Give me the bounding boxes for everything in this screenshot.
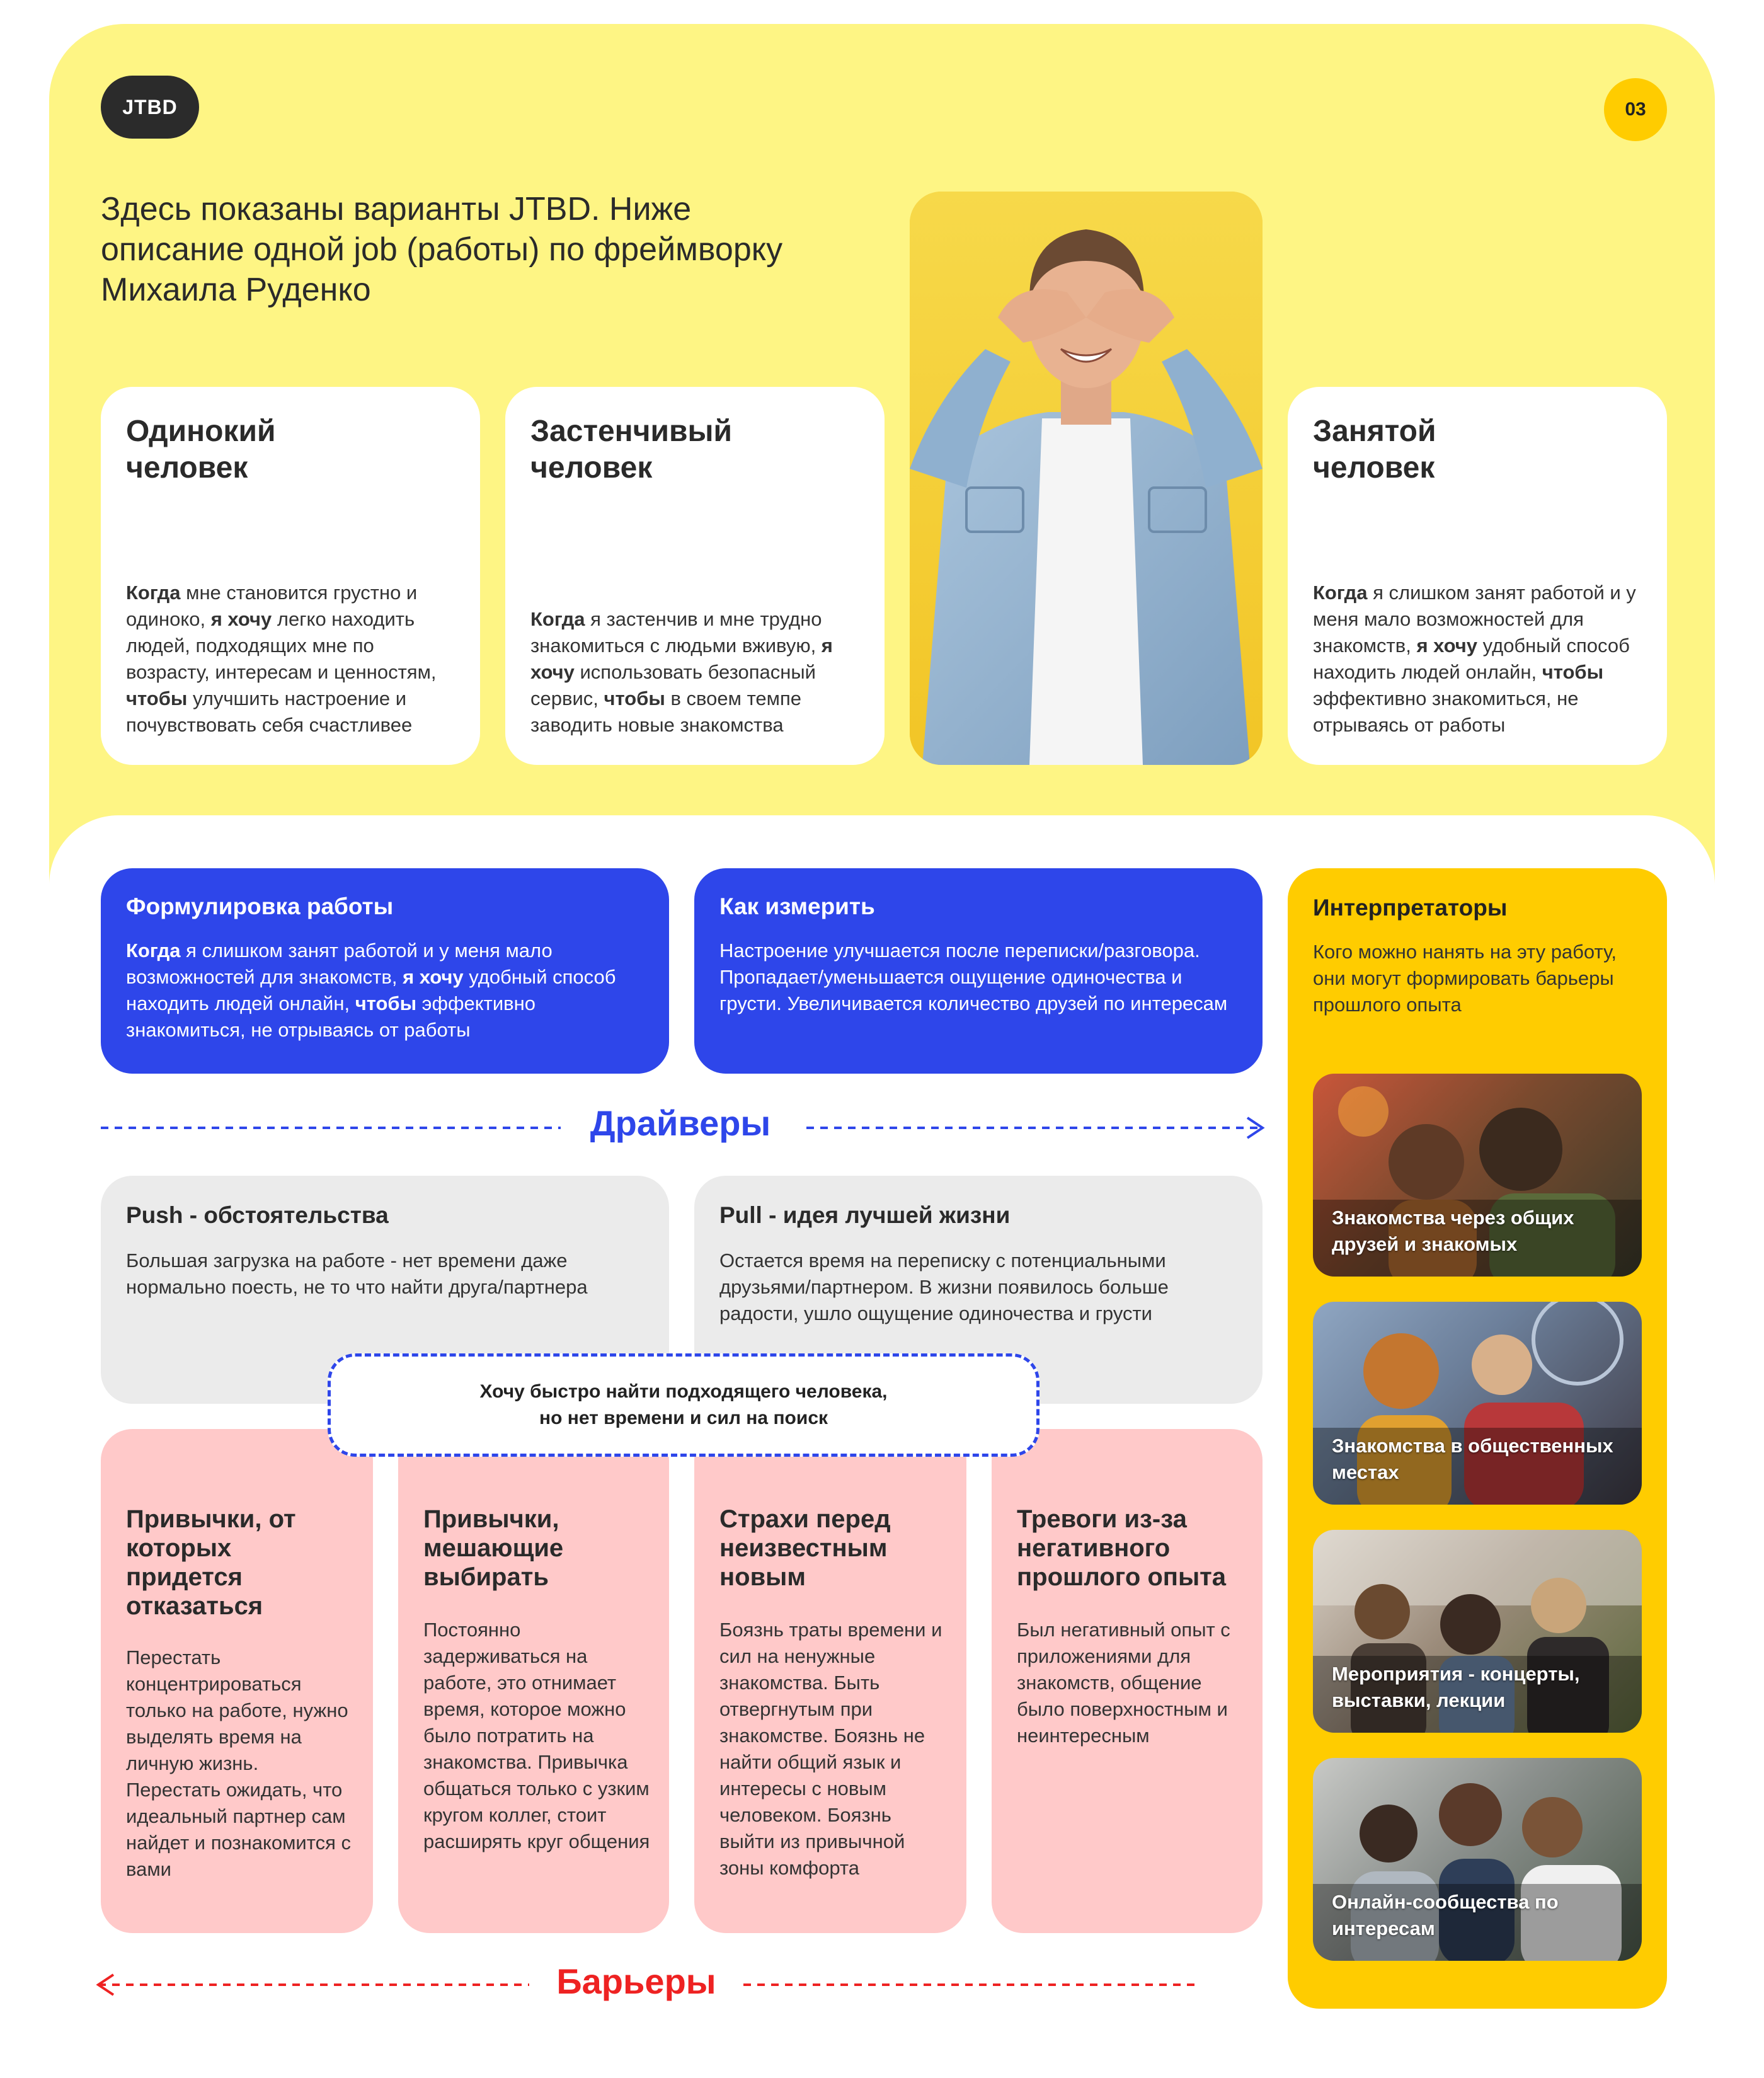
core-need-callout: Хочу быстро найти подходящего человека, но нет времени и сил на поиск — [328, 1353, 1040, 1457]
keyword: Когда — [1313, 582, 1368, 604]
interpreter-caption: Знакомства через общих друзей и знакомых — [1332, 1207, 1574, 1255]
barriers-label: Барьеры — [556, 1961, 716, 2001]
keyword: чтобы — [355, 992, 417, 1014]
persona-text: Когда мне становится грустно и одиноко, я хочу легко находить людей, подходящих мне по возрасту, интересам и ценностям, чтобы улучшить настроение и почувствовать себя счастливее — [126, 582, 437, 736]
person-covering-eyes-photo — [910, 192, 1263, 765]
barrier-title: Привычки, от которых придется отказаться — [126, 1505, 296, 1620]
push-text: Большая загрузка на работе - нет времени даже нормально поесть, не то что найти друга/партнера — [126, 1249, 588, 1298]
intro-text: Здесь показаны варианты JTBD. Ниже описание одной job (работы) по фреймворку Михаила Руденко — [101, 191, 783, 308]
keyword: чтобы — [126, 687, 188, 709]
persona-title: Застенчивый человек — [530, 415, 733, 485]
push-title: Push - обстоятельства — [126, 1202, 389, 1228]
page-number-badge: 03 — [1604, 78, 1667, 141]
interpreters-column — [1288, 868, 1667, 2009]
keyword: я хочу — [1416, 634, 1478, 657]
jtbd-badge: JTBD — [101, 76, 199, 139]
barrier-text: Перестать концентрироваться только на работе, нужно выделять время на личную жизнь. Перестать ожидать, что идеальный партнер сам найдет и познакомится с вами — [126, 1646, 351, 1880]
interpreters-title: Интерпретаторы — [1313, 895, 1508, 921]
barrier-card-habits-interfering — [398, 1429, 669, 1933]
interpreter-caption: Знакомства в общественных местах — [1332, 1435, 1613, 1483]
keyword: Когда — [126, 582, 181, 604]
job-statement-text: Когда я слишком занят работой и у меня мало возможностей для знакомств, я хочу удобный способ находить людей онлайн, чтобы эффективно знакомиться, не отрываясь от работы — [126, 939, 616, 1041]
keyword: Когда — [126, 939, 181, 962]
pull-title: Pull - идея лучшей жизни — [719, 1202, 1011, 1228]
persona-card-busy — [1288, 387, 1667, 765]
barrier-card-habits-to-drop — [101, 1429, 373, 1933]
interpreter-card-online — [1313, 1758, 1642, 1961]
keyword: я хочу — [530, 634, 833, 683]
interpreters-text: Кого можно нанять на эту работу, они могут формировать барьеры прошлого опыта — [1313, 941, 1617, 1016]
persona-text: Когда я застенчив и мне трудно знакомиться с людьми вживую, я хочу использовать безопасный сервис, чтобы в своем темпе заводить новые знакомства — [530, 608, 833, 736]
interpreter-card-friends — [1313, 1074, 1642, 1277]
job-statement-card — [101, 868, 669, 1074]
interpreter-card-public-places — [1313, 1302, 1642, 1505]
interpreter-caption: Мероприятия - концерты, выставки, лекции — [1332, 1663, 1580, 1711]
barrier-title: Тревоги из-за негативного прошлого опыта — [1017, 1505, 1226, 1591]
barrier-text: Боязнь траты времени и сил на ненужные знакомства. Быть отвергнутым при знакомстве. Боязнь не найти общий язык и интересы с новым человеком. Боязнь выйти из привычной зоны комфорта — [719, 1619, 942, 1879]
measure-card — [694, 868, 1263, 1074]
measure-title: Как измерить — [719, 893, 875, 919]
barrier-text: Был негативный опыт с приложениями для знакомств, общение было поверхностным и неинтересным — [1017, 1619, 1230, 1747]
job-statement-title: Формулировка работы — [126, 893, 394, 919]
persona-card-shy — [505, 387, 885, 765]
persona-title: Одинокий человек — [126, 415, 276, 485]
keyword: я хочу — [210, 608, 272, 630]
keyword: Когда — [530, 608, 585, 630]
persona-title: Занятой человек — [1313, 415, 1436, 485]
barrier-title: Страхи перед неизвестным новым — [719, 1505, 891, 1591]
interpreter-caption: Онлайн-сообщества по интересам — [1332, 1891, 1559, 1939]
interpreter-card-events — [1313, 1530, 1642, 1733]
pull-text: Остается время на переписку с потенциальными друзьями/партнером. В жизни появилось больше радости, ушло ощущение одиночества и грусти — [719, 1249, 1169, 1324]
persona-card-lonely — [101, 387, 480, 765]
barrier-title: Привычки, мешающие выбирать — [423, 1505, 564, 1591]
person-illustration — [910, 192, 1263, 765]
persona-text: Когда я слишком занят работой и у меня мало возможностей для знакомств, я хочу удобный способ находить людей онлайн, чтобы эффективно знакомиться, не отрываясь от работы — [1313, 582, 1636, 736]
drivers-label: Драйверы — [590, 1103, 771, 1143]
barrier-card-anxieties — [992, 1429, 1263, 1933]
keyword: чтобы — [1542, 661, 1604, 683]
keyword: чтобы — [604, 687, 665, 709]
measure-text: Настроение улучшается после переписки/разговора. Пропадает/уменьшается ощущение одиночества и грусти. Увеличивается количество друзей по интересам — [719, 939, 1228, 1014]
keyword: я хочу — [403, 966, 464, 988]
barrier-text: Постоянно задерживаться на работе, это отнимает время, которое можно было потратить на знакомства. Привычка общаться только с узким кругом коллег, стоит расширять круг общения — [423, 1619, 650, 1852]
barrier-card-fears — [694, 1429, 966, 1933]
